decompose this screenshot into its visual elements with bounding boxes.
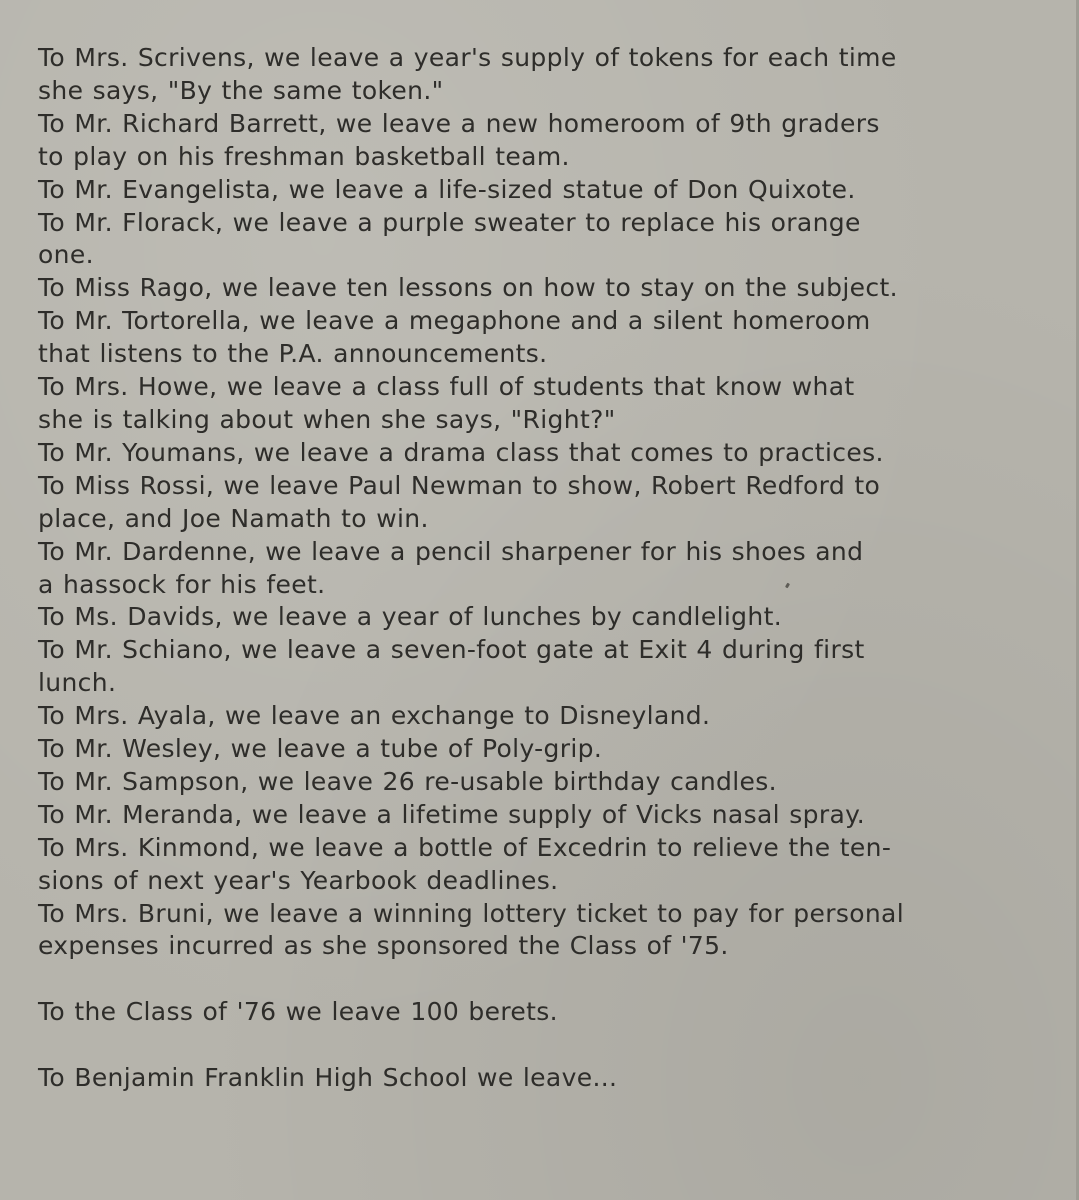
text-line: To Mr. Dardenne, we leave a pencil sharpener for his shoes and <box>38 536 864 566</box>
text-line: a hassock for his feet. <box>38 569 326 599</box>
text-line: To Mr. Youmans, we leave a drama class that comes to practices. <box>38 437 884 467</box>
text-line: one. <box>38 240 94 270</box>
text-line: To Mrs. Howe, we leave a class full of students that know what <box>38 372 855 402</box>
text-line: To Mrs. Ayala, we leave an exchange to Disneyland. <box>38 701 711 731</box>
text-line: To Mr. Wesley, we leave a tube of Poly-grip. <box>38 734 603 764</box>
text-line: To Mr. Richard Barrett, we leave a new homeroom of 9th graders <box>38 108 880 138</box>
class-of-76-line: To the Class of '76 we leave 100 berets. <box>38 997 558 1027</box>
text-line: lunch. <box>38 668 117 698</box>
text-line: that listens to the P.A. announcements. <box>38 339 548 369</box>
text-line: To Mrs. Scrivens, we leave a year's supply of tokens for each time <box>38 43 897 72</box>
closing-line: To Benjamin Franklin High School we leave... <box>38 1063 618 1093</box>
text-line: To Mr. Sampson, we leave 26 re-usable birthday candles. <box>38 766 777 796</box>
text-line: sions of next year's Yearbook deadlines. <box>38 865 559 895</box>
text-line: she says, "By the same token." <box>38 75 444 105</box>
text-line: To Mrs. Kinmond, we leave a bottle of Excedrin to relieve the ten- <box>38 832 892 862</box>
paragraph-gap <box>38 1029 1038 1062</box>
paragraph-gap <box>38 963 1038 996</box>
text-line: To Mr. Schiano, we leave a seven-foot gate at Exit 4 during first <box>38 635 865 665</box>
text-line: To Mrs. Bruni, we leave a winning lottery ticket to pay for personal <box>38 898 904 928</box>
text-line: To Mr. Tortorella, we leave a megaphone and a silent homeroom <box>38 306 871 336</box>
text-line: she is talking about when she says, "Right?" <box>38 404 616 434</box>
text-line: To Mr. Meranda, we leave a lifetime supply of Vicks nasal spray. <box>38 799 866 829</box>
text-line: expenses incurred as she sponsored the Class of '75. <box>38 931 729 961</box>
text-line: To Mr. Florack, we leave a purple sweater to replace his orange <box>38 207 861 237</box>
text-line: To Ms. Davids, we leave a year of lunches by candlelight. <box>38 602 783 632</box>
class-will-text <box>38 42 1038 1095</box>
text-line: To Mr. Evangelista, we leave a life-sized statue of Don Quixote. <box>38 174 856 204</box>
text-line: place, and Joe Namath to win. <box>38 503 429 533</box>
text-line: To Miss Rago, we leave ten lessons on how to stay on the subject. <box>38 273 898 303</box>
text-line: To Miss Rossi, we leave Paul Newman to show, Robert Redford to <box>38 470 881 500</box>
text-line: to play on his freshman basketball team. <box>38 141 570 171</box>
